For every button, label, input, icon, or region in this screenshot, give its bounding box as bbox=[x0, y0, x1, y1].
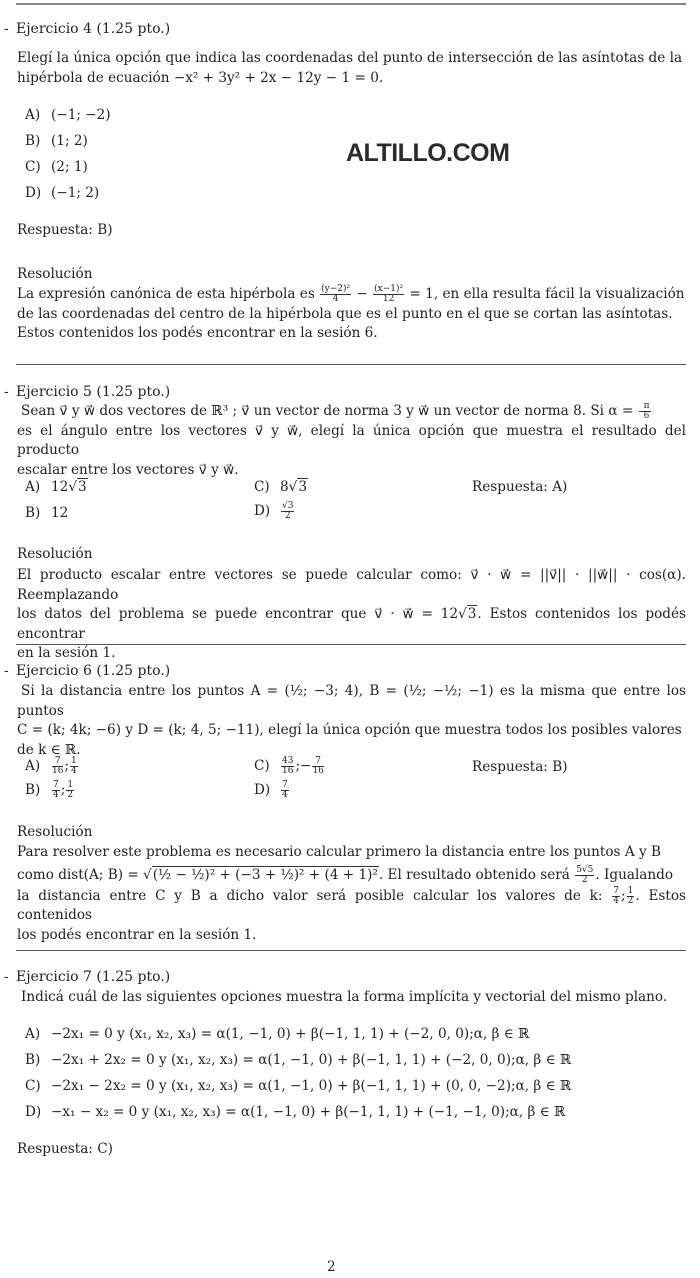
separator: ; bbox=[60, 782, 66, 798]
statement-line bbox=[17, 402, 686, 422]
option-label: A) bbox=[25, 758, 41, 774]
option-value: (−1; 2) bbox=[51, 185, 100, 201]
option-a: A) 12√3 bbox=[25, 479, 87, 495]
text: los datos del problema se puede encontrar que v⃗ · w⃗ = 12 bbox=[17, 606, 459, 623]
exercise-title-text: Ejercicio 6 (1.25 pto.) bbox=[16, 663, 171, 679]
option-a bbox=[25, 1025, 529, 1043]
fraction bbox=[627, 887, 635, 906]
numerator: √3 bbox=[282, 501, 294, 511]
option-c bbox=[254, 757, 325, 776]
fraction bbox=[312, 757, 323, 776]
fraction bbox=[52, 757, 63, 776]
statement-line: escalar entre los vectores v⃗ y w⃗. bbox=[17, 461, 239, 478]
denominator: 4 bbox=[53, 790, 59, 800]
statement-line: hipérbola de ecuación −x² + 3y² + 2x − 12y − 1 = 0. bbox=[17, 69, 384, 86]
resolution-title: Resolución bbox=[17, 824, 93, 840]
option-label: B) bbox=[25, 1052, 41, 1068]
resolution-line: en la sesión 1. bbox=[17, 645, 116, 662]
numerator: 7 bbox=[613, 885, 620, 896]
text: la distancia entre C y B a dicho valor será posible calcular los valores de k: bbox=[17, 887, 603, 904]
sqrt-radicand: 3 bbox=[298, 479, 307, 495]
exercise-title-text: Ejercicio 7 (1.25 pto.) bbox=[16, 969, 171, 985]
exercise-4-statement bbox=[17, 49, 686, 88]
section-divider bbox=[16, 950, 686, 951]
denominator: 6 bbox=[643, 411, 650, 421]
option-c bbox=[25, 158, 88, 176]
resolution-title: Resolución bbox=[17, 266, 93, 282]
option-value: −2x₁ = 0 y (x₁, x₂, x₃) = α(1, −1, 0) + β(−1, 1, 1) + (−2, 0, 0);α, β ∈ ℝ bbox=[51, 1026, 530, 1042]
separator: ;− bbox=[295, 758, 312, 774]
answer: Respuesta: B) bbox=[472, 759, 568, 775]
option-b bbox=[25, 1051, 571, 1069]
denominator: 12 bbox=[382, 294, 395, 304]
resolution-line: Para resolver este problema es necesario calcular primero la distancia entre los puntos A y B bbox=[17, 844, 661, 860]
resolution-line: de las coordenadas del centro de la hipérbola que es el punto en el que se cortan las asíntotas. bbox=[17, 305, 673, 322]
top-divider bbox=[16, 3, 686, 5]
option-value: 12 bbox=[51, 479, 69, 495]
resolution-line: El producto escalar entre vectores se puede calcular como: v⃗ · w⃗ = ||v⃗|| · ||w⃗|| · cos(α). Reemplazando bbox=[17, 567, 686, 603]
statement-line: C = (k; 4k; −6) y D = (k; 4, 5; −11), elegí la única opción que muestra todos los posibles valores bbox=[17, 722, 682, 739]
option-label: A) bbox=[25, 1026, 41, 1042]
option-label: D) bbox=[25, 185, 42, 201]
option-label: C) bbox=[254, 758, 270, 774]
statement-line: es el ángulo entre los vectores v⃗ y w⃗, elegí la única opción que muestra el resultado del producto bbox=[17, 422, 686, 459]
sqrt-radicand: (½ − ½)² + (−3 + ½)² + (4 + 1)² bbox=[152, 866, 378, 883]
option-b bbox=[25, 132, 88, 150]
numerator: 43 bbox=[282, 756, 294, 766]
fraction bbox=[575, 866, 594, 885]
fraction bbox=[66, 781, 74, 800]
numerator: π bbox=[639, 402, 651, 412]
option-value: (2; 1) bbox=[51, 159, 88, 175]
fraction bbox=[52, 781, 60, 800]
option-value: 8 bbox=[280, 479, 289, 495]
option-label: B) bbox=[25, 505, 41, 521]
resolution-text bbox=[17, 843, 686, 945]
exercise-6-title: - Ejercicio 6 (1.25 pto.) bbox=[4, 663, 171, 679]
denominator: 4 bbox=[613, 895, 620, 906]
exercise-5-title: - Ejercicio 5 (1.25 pto.) bbox=[4, 384, 171, 400]
text: La expresión canónica de esta hipérbola es bbox=[17, 286, 315, 302]
fraction bbox=[281, 502, 294, 521]
text: . Estos contenidos bbox=[17, 887, 687, 924]
resolution-line: como dist(A; B) = √(½ − ½)² + (−3 + ½)² + (4 + 1)². El resultado obtenido será $\frac{5√5}{2}$ . Igualando bbox=[17, 864, 674, 885]
exercise-title-text: Ejercicio 4 (1.25 pto.) bbox=[16, 21, 171, 37]
sqrt-radicand: 3 bbox=[77, 479, 87, 495]
denominator: 16 bbox=[52, 766, 64, 776]
resolution-line: Estos contenidos los podés encontrar en la sesión 6. bbox=[17, 325, 378, 342]
resolution-title: Resolución bbox=[17, 546, 93, 562]
numerator: 7 bbox=[53, 780, 59, 790]
resolution-text bbox=[17, 285, 686, 344]
text: . Estos contenidos los podés encontrar bbox=[17, 606, 686, 642]
option-label: B) bbox=[25, 133, 41, 149]
text: Sean v⃗ y w⃗ dos vectores de ℝ³ ; v⃗ un vector de norma 3 y w⃗ un vector de norma 8. Si α = bbox=[21, 403, 634, 419]
fraction bbox=[281, 781, 289, 800]
fraction bbox=[320, 285, 351, 304]
numerator: 7 bbox=[52, 757, 63, 767]
denominator: 4 bbox=[71, 766, 77, 776]
option-label: C) bbox=[254, 479, 270, 495]
exercise-7-statement: Indicá cuál de las siguientes opciones muestra la forma implícita y vectorial del mismo plano. bbox=[21, 989, 668, 1005]
option-label: C) bbox=[25, 159, 41, 175]
denominator: 16 bbox=[312, 766, 324, 776]
text: como dist(A; B) = bbox=[17, 866, 139, 883]
exercise-4-title: - Ejercicio 4 (1.25 pto.) bbox=[4, 21, 171, 37]
section-divider bbox=[16, 644, 686, 645]
option-a bbox=[25, 757, 79, 776]
option-label: D) bbox=[25, 1104, 42, 1120]
resolution-line: La expresión canónica de esta hipérbola es $\frac{\text{(y−2)²}}{4}$ − $\frac{\text{(x−1)²}}{12}$ = 1, en ella resulta fácil la visualización bbox=[17, 284, 685, 304]
answer: Respuesta: B) bbox=[17, 222, 113, 238]
option-b bbox=[25, 504, 68, 522]
option-value: −2x₁ + 2x₂ = 0 y (x₁, x₂, x₃) = α(1, −1, 0) + β(−1, 1, 1) + (−2, 0, 0);α, β ∈ ℝ bbox=[51, 1052, 572, 1068]
denominator: 2 bbox=[284, 511, 291, 521]
resolution-line: los podés encontrar en la sesión 1. bbox=[17, 926, 257, 943]
statement-line: de k ∈ ℝ. bbox=[17, 741, 81, 758]
numerator: 1 bbox=[627, 885, 634, 896]
option-value: −x₁ − x₂ = 0 y (x₁, x₂, x₃) = α(1, −1, 0) + β(−1, 1, 1) + (−1, −1, 0);α, β ∈ ℝ bbox=[51, 1104, 566, 1120]
text: . Igualando bbox=[595, 866, 674, 883]
exercise-5-statement bbox=[17, 402, 686, 480]
exercise-title-text: Ejercicio 5 (1.25 pto.) bbox=[16, 384, 171, 400]
fraction bbox=[281, 757, 294, 776]
denominator: 4 bbox=[332, 294, 339, 304]
numerator: (y−2)² bbox=[321, 284, 351, 294]
text: . El resultado obtenido será bbox=[378, 866, 570, 883]
denominator: 2 bbox=[627, 895, 634, 906]
denominator: 16 bbox=[282, 766, 294, 776]
numerator: (x−1)² bbox=[374, 284, 404, 294]
option-label: D) bbox=[254, 782, 271, 798]
watermark-logo: ALTILLO.COM bbox=[346, 139, 510, 167]
option-label: D) bbox=[254, 503, 271, 519]
option-value: 12 bbox=[51, 505, 69, 521]
option-c bbox=[25, 1077, 571, 1095]
numerator: 1 bbox=[71, 756, 77, 766]
resolution-text bbox=[17, 566, 686, 664]
option-c: C) 8√3 bbox=[254, 479, 307, 495]
fraction bbox=[70, 757, 78, 776]
option-label: A) bbox=[25, 107, 41, 123]
resolution-line: la distancia entre C y B a dicho valor será posible calcular los valores de k: $\frac{7}{4}$ ; $\frac{1}{2}$ . Estos contenidos bbox=[17, 885, 687, 924]
numerator: 5√5 bbox=[576, 864, 594, 875]
sqrt-radicand: 3 bbox=[467, 606, 477, 623]
fraction bbox=[373, 285, 404, 304]
denominator: 4 bbox=[282, 790, 288, 800]
option-label: C) bbox=[25, 1078, 41, 1094]
option-value: −2x₁ − 2x₂ = 0 y (x₁, x₂, x₃) = α(1, −1, 0) + β(−1, 1, 1) + (0, 0, −2);α, β ∈ ℝ bbox=[51, 1078, 572, 1094]
statement-line: Si la distancia entre los puntos A = (½; −3; 4), B = (½; −½; −1) es la misma que entre los puntos bbox=[17, 683, 686, 719]
exercise-7-title: - Ejercicio 7 (1.25 pto.) bbox=[4, 969, 171, 985]
denominator: 2 bbox=[581, 874, 588, 885]
fraction bbox=[639, 402, 651, 421]
option-a bbox=[25, 106, 111, 124]
option-d bbox=[25, 184, 99, 202]
numerator: 7 bbox=[282, 780, 288, 790]
statement-line: Elegí la única opción que indica las coordenadas del punto de intersección de las asíntotas de la bbox=[17, 50, 683, 66]
exercise-6-statement bbox=[17, 682, 686, 760]
answer: Respuesta: A) bbox=[472, 479, 568, 495]
separator: ; bbox=[64, 758, 70, 774]
option-d bbox=[254, 781, 290, 800]
option-b bbox=[25, 781, 75, 800]
text: = 1, en ella resulta fácil la visualización bbox=[409, 286, 685, 302]
numerator: 1 bbox=[67, 780, 74, 790]
resolution-line: los datos del problema se puede encontrar que v⃗ · w⃗ = 12√3. Estos contenidos los podés encontrar bbox=[17, 606, 686, 642]
denominator: 2 bbox=[67, 790, 74, 800]
option-label: B) bbox=[25, 782, 41, 798]
option-label: A) bbox=[25, 479, 41, 495]
option-value: (−1; −2) bbox=[51, 107, 111, 123]
section-divider bbox=[16, 364, 686, 365]
option-d bbox=[25, 1103, 565, 1121]
option-value: (1; 2) bbox=[51, 133, 88, 149]
numerator: 7 bbox=[312, 757, 323, 767]
fraction bbox=[612, 887, 620, 906]
page-number: 2 bbox=[327, 1259, 336, 1275]
answer: Respuesta: C) bbox=[17, 1141, 113, 1157]
option-d bbox=[254, 502, 295, 521]
